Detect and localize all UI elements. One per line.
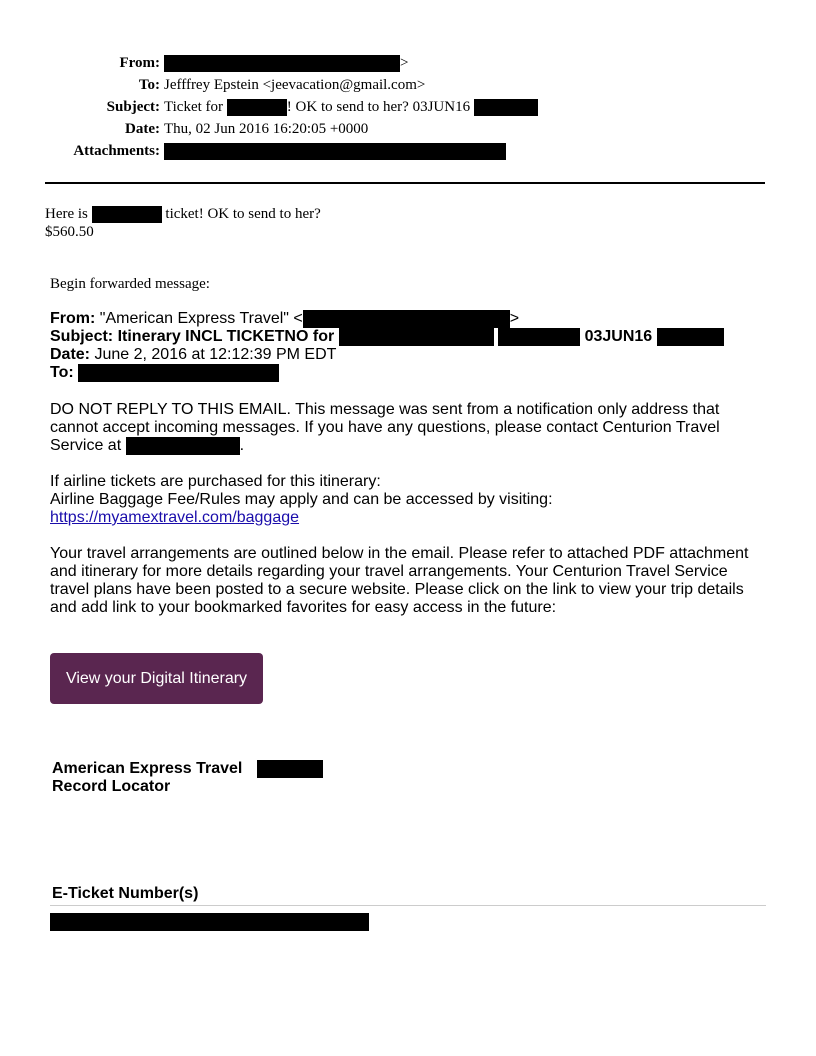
header-subject-suffix: ! OK to send to her? 03JUN16	[286, 99, 471, 115]
baggage-link[interactable]: https://myamextravel.com/baggage	[50, 509, 300, 526]
record-locator-label-line2: Record Locator	[52, 778, 171, 795]
redacted-block	[474, 99, 538, 116]
baggage-paragraph: If airline tickets are purchased for this itinerary: Airline Baggage Fee/Rules may apply and can be accessed by visiting: https://myamextravel.com/baggage	[50, 473, 553, 526]
eticket-divider	[50, 905, 766, 906]
redacted-block	[657, 328, 724, 346]
header-to-value: Jefffrey Epstein <jeevacation@gmail.com>	[164, 77, 426, 93]
header-subject-prefix: Ticket for	[164, 99, 224, 115]
header-divider	[45, 182, 765, 184]
header-date-label: Date:	[125, 121, 160, 137]
redacted-block	[339, 328, 494, 346]
begin-forwarded-label: Begin forwarded message:	[50, 276, 210, 292]
redacted-block	[126, 437, 240, 455]
redacted-block	[257, 760, 323, 778]
redacted-block	[50, 913, 369, 931]
header-attachments-row	[0, 141, 816, 161]
header-to-row	[0, 75, 816, 95]
fwd-to-row: To:	[50, 364, 279, 382]
header-to-label: To:	[138, 77, 160, 93]
header-date-row	[0, 119, 816, 139]
redacted-block	[78, 364, 279, 382]
fwd-from-row: From: "American Express Travel" < >	[50, 310, 520, 328]
eticket-title: E-Ticket Number(s)	[52, 885, 199, 902]
body-line1: Here is ticket! OK to send to her?	[45, 206, 321, 222]
redacted-block	[164, 55, 400, 72]
header-from-row	[0, 53, 816, 73]
header-date-value: Thu, 02 Jun 2016 16:20:05 +0000	[164, 121, 369, 137]
header-from-label: From:	[119, 55, 160, 71]
fwd-subject-row: Subject: Itinerary INCL TICKETNO for 03JUN16	[50, 328, 724, 346]
header-attachments-label: Attachments:	[73, 143, 160, 159]
redacted-block	[498, 328, 580, 346]
redacted-block	[303, 310, 510, 328]
redacted-block	[92, 206, 162, 223]
header-subject-row	[0, 97, 816, 117]
redacted-block	[164, 143, 506, 160]
header-subject-label: Subject:	[106, 99, 160, 115]
header-from-suffix: >	[400, 55, 409, 71]
notice-paragraph: DO NOT REPLY TO THIS EMAIL. This message was sent from a notification only address that cannot accept incoming messages. If you have any questions, please contact Centurion Travel Service at .	[50, 401, 720, 455]
fwd-date-row: Date: June 2, 2016 at 12:12:39 PM EDT	[50, 346, 337, 363]
redacted-block	[227, 99, 287, 116]
body-price: $560.50	[45, 224, 94, 240]
record-locator-label-line1: American Express Travel	[52, 760, 323, 778]
arrangements-paragraph: Your travel arrangements are outlined below in the email. Please refer to attached PDF attachment and itinerary for more details regarding your travel arrangements. Your Centurion Travel Service travel plans have been posted to a secure website. Please click on the link to view your trip details and add link to your bookmarked favorites for easy access in the future:	[50, 545, 749, 616]
view-digital-itinerary-button[interactable]: View your Digital Itinerary	[50, 653, 263, 704]
